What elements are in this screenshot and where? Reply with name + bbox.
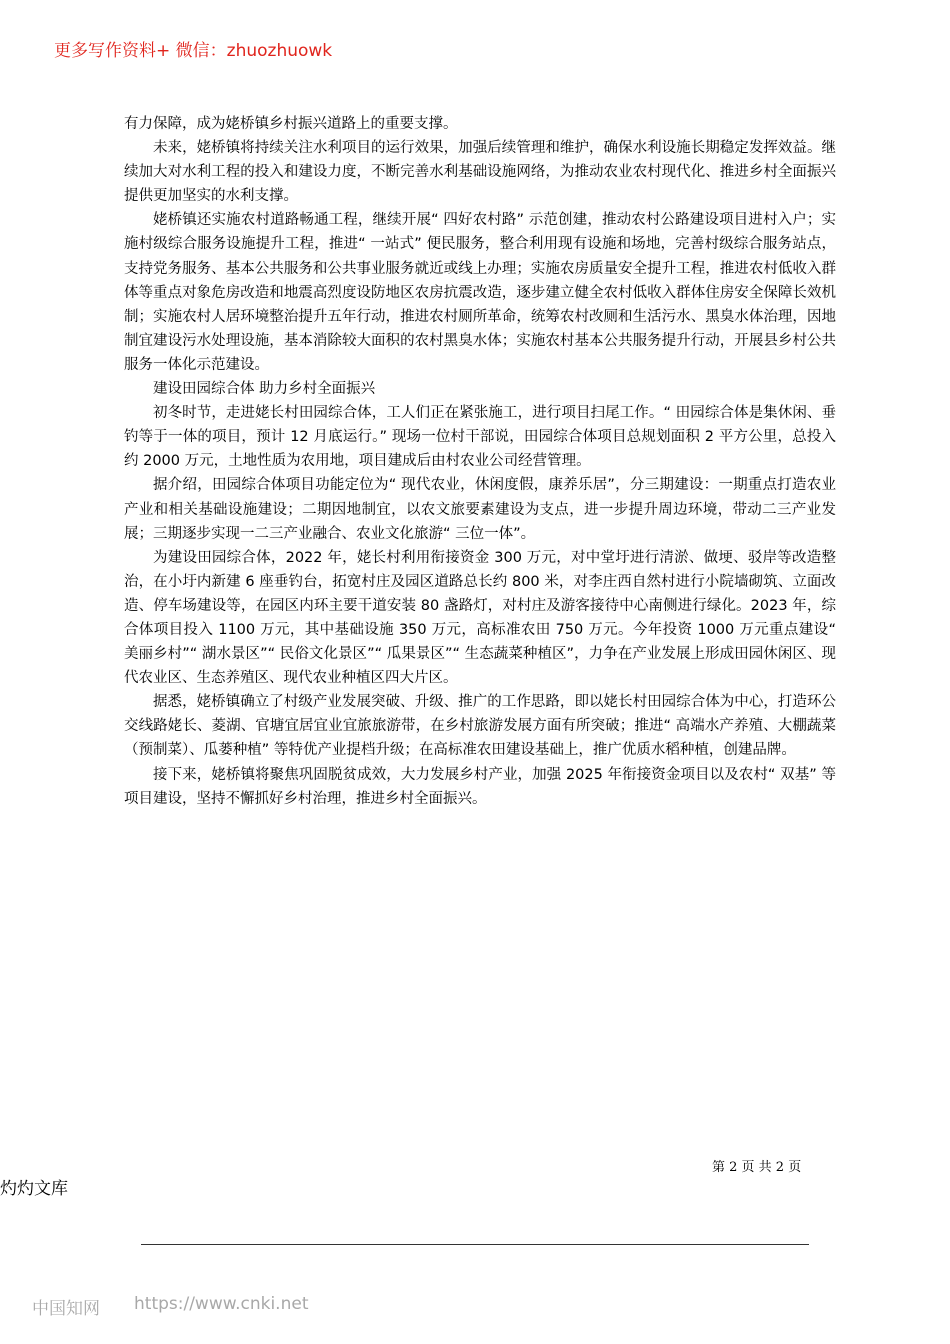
library-name: 灼灼文库 [0,1179,68,1199]
article-paragraph: 有力保障，成为姥桥镇乡村振兴道路上的重要支撑。 [124,116,458,132]
article-paragraph: 接下来，姥桥镇将聚焦巩固脱贫成效，大力发展乡村产业，加强 2025 年衔接资金项目以及农村“ 双基” 等项目建设，坚持不懈抓好乡村治理，推进乡村全面振兴。 [124,766,836,807]
promo-banner: 更多写作资料+ 微信：zhuozhuowk [54,41,333,61]
article-paragraph: 姥桥镇还实施农村道路畅通工程，继续开展“ 四好农村路” 示范创建，推动农村公路建设项目进村入户；实施村级综合服务设施提升工程，推进“ 一站式” 便民服务，整合利用现有设施和场地，完善村级综合服务站点，支持党务服务、基本公共服务和公共事业服务就近或线上办理；实施农房质量安全提升工程，推进农村低收入群体等重点对象危房改造和地震高烈度设防地区农房抗震改造，逐步建立健全农村低收入群体住房安全保障长效机制；实施农村人居环境整治提升五年行动，推进农村厕所革命，统筹农村改厕和生活污水、黑臭水体治理，因地制宜建设污水处理设施，基本消除较大面积的农村黑臭水体；实施农村基本公共服务提升行动，开展县乡村公共服务一体化示范建设。 [124,212,836,373]
article-body [124,112,836,811]
article-paragraph: 为建设田园综合体，2022 年，姥长村利用衔接资金 300 万元，对中堂圩进行清淤、做埂、驳岸等改造整治，在小圩内新建 6 座垂钓台，拓宽村庄及园区道路总长约 800 米，对李庄西自然村进行小院墙砌筑、立面改造、停车场建设等，在园区内环主要干道安装 80 盏路灯，对村庄及游客接待中心南侧进行绿化。2023 年，综合体项目投入 1100 万元，其中基础设施 350 万元，高标准农田 750 万元。今年投资 1000 万元重点建设“ 美丽乡村”“ 湖水景区”“ 民俗文化景区”“ 瓜果景区”“ 生态蔬菜种植区”，力争在产业发展上形成田园休闲区、现代农业区、生态养殖区、现代农业种植区四大片区。 [124,549,836,687]
page-number: 第 2 页 共 2 页 [712,1160,802,1175]
watermark-url: https://www.cnki.net [134,1294,309,1314]
article-paragraph: 初冬时节，走进姥长村田园综合体，工人们正在紧张施工，进行项目扫尾工作。“ 田园综合体是集休闲、垂钓等于一体的项目，预计 12 月底运行。” 现场一位村干部说，田园综合体项目总规划面积 2 平方公里，总投入约 2000 万元，土地性质为农用地，项目建成后由村农业公司经营管理。 [124,405,836,470]
article-paragraph: 据介绍，田园综合体项目功能定位为“ 现代农业，休闲度假，康养乐居”，分三期建设：一期重点打造农业产业和相关基础设施建设；二期因地制宜，以农文旅要素建设为支点，进一步提升周边环境，带动二三产业发展；三期逐步实现一二三产业融合、农业文化旅游“ 三位一体”。 [124,477,836,542]
article-paragraph: 据悉，姥桥镇确立了村级产业发展突破、升级、推广的工作思路，即以姥长村田园综合体为中心，打造环公交线路姥长、菱湖、官塘宜居宜业宜旅旅游带，在乡村旅游发展方面有所突破；推进“ 高端水产养殖、大棚蔬菜（预制菜）、瓜蒌种植” 等特优产业提档升级；在高标准农田建设基础上，推广优质水稻种植，创建品牌。 [124,694,836,759]
watermark-site-name: 中国知网 [32,1299,100,1319]
section-heading: 建设田园综合体 助力乡村全面振兴 [153,381,376,398]
footer-divider [141,1244,809,1245]
article-paragraph: 未来，姥桥镇将持续关注水利项目的运行效果，加强后续管理和维护，确保水利设施长期稳定发挥效益。继续加大对水利工程的投入和建设力度，不断完善水利基础设施网络，为推动农业农村现代化、推进乡村全面振兴提供更加坚实的水利支撑。 [124,140,836,205]
